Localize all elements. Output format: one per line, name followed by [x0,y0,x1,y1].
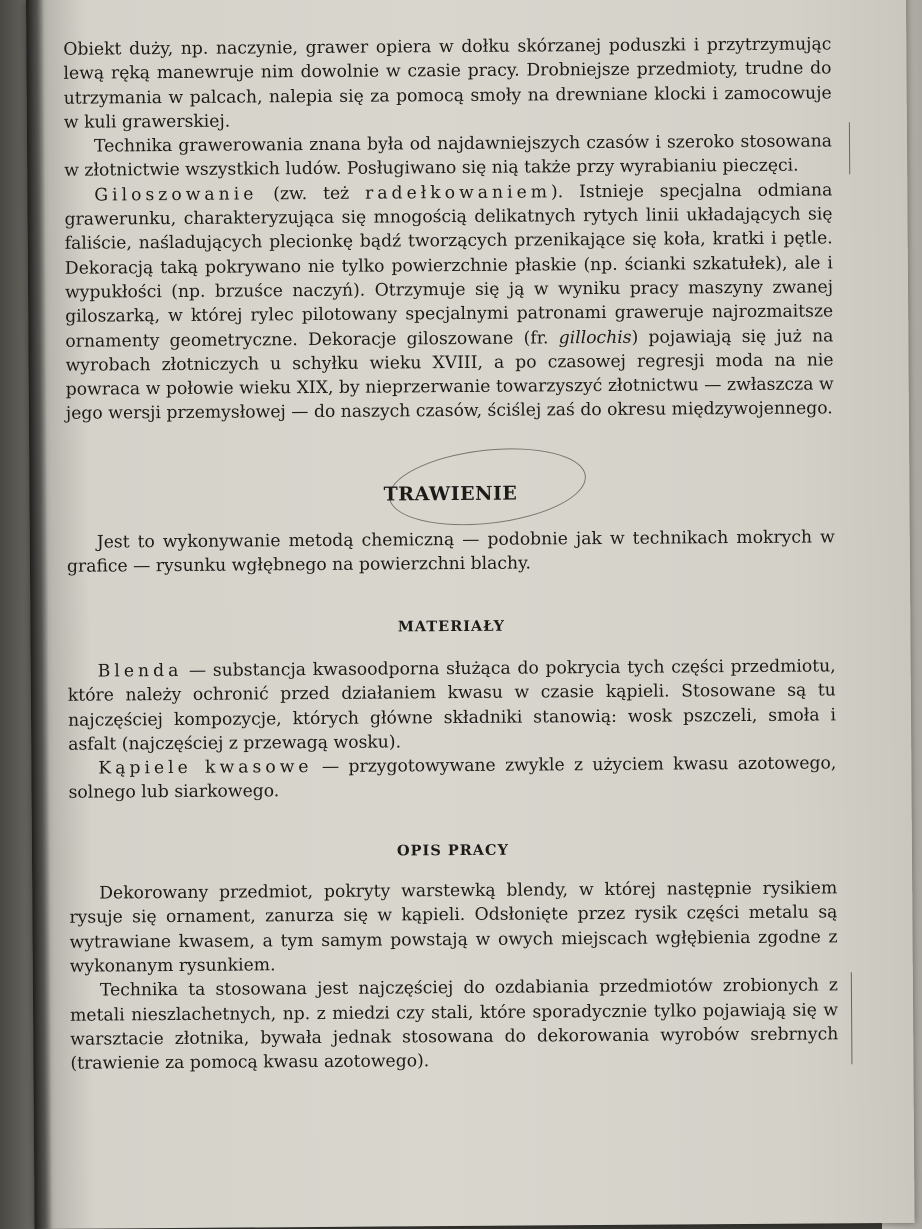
term-radelkowanie: radełkowaniem [364,182,552,204]
subsection-title-materialy: MATERIAŁY [397,617,506,636]
book-page [26,0,915,1229]
paragraph-5 [68,654,837,757]
section-title [66,479,834,509]
paragraph-2: Technika grawerowania znana była od najdawniejszych czasów i szeroko stosowana w złotnictwie wszystkich ludów. Posługiwano się nią także przy wyrabianiu pieczęci. [64,131,833,182]
term-gillochis: gillochis [558,327,632,348]
pencil-circle-mark [385,439,590,535]
section-title-text: TRAWIENIE [383,482,518,506]
paragraph-1: Obiekt duży, np. naczynie, grawer opiera w dołku skórzanej poduszki i przytrzymując lewą ręką manewruje nim dowolnie w czasie pracy. Drobniejsze przedmioty, trudne do utrzymania w palcach, nalepia się za pomocą smoły na drewniane klocki i zamocowuje w kuli grawerskiej. [63,34,832,133]
paragraph-3-intro: (zw. też [257,183,366,205]
pencil-margin-mark [849,122,850,174]
paragraph-3-text-b: ) pojawiają się już na wyrobach złotniczych u schyłku wieku XVIII, a po czasowej regresji moda na nie powraca w połowie wieku XIX, by nieprzerwanie towarzyszyć złotnictwu — zwłaszcza w jego wersji przemysłowej — do naszych czasów, ściślej zaś do okresu międzywojennego. [65,325,834,425]
paragraph-7: Dekorowany przedmiot, pokryty warstewką blendy, w której następnie rysikiem rysuje się ornament, zanurza się w kąpieli. Odsłonięte przez rysik części metalu są wytrawiane kwasem, a tym samym powstają w owych miejscach wgłębienia zgodne z wykonanym rysunkiem. [69,878,838,977]
pencil-margin-mark [851,972,853,1064]
paragraph-3 [64,178,834,426]
term-kapiele-kwasowe: Kąpiele kwasowe [98,757,313,779]
paragraph-3-text-a: ). Istnieje specjalna odmiana grawerunku, charakteryzująca się mnogością delikatnych rytych linii układających się faliście, naśladujących plecionkę bądź tworzących przenikające się koła, kratki i pętle. Dekoracją taką pokrywano nie tylko powierzchnie płaskie (np. ścianki szkatułek), ale i wypukłości (np. brzuśce naczyń). Otrzymuje się ją w wyniku pracy maszyny zwanej giloszarką, w której rylec pilotowany specjalnymi patronami graweruje najrozmaitsze ornamenty geometryczne. Dekoracje giloszowane (fr. [64,180,834,352]
term-giloszowanie: Giloszowanie [94,184,258,206]
paragraph-6 [68,751,836,805]
paragraph-6-text: — przygotowywane zwykle z użyciem kwasu azotowego, solnego lub siarkowego. [68,753,837,804]
paragraph-5-text: — substancja kwasoodporna służąca do pokrycia tych części przedmiotu, które należy ochronić przed działaniem kwasu w czasie kąpieli. Stosowane są tu najczęściej kompozycje, których główne składniki stanowią: wosk pszczeli, smoła i asfalt (najczęściej z przewagą wosku). [67,656,837,755]
term-blenda: Blenda [97,660,183,682]
paragraph-8: Technika ta stosowana jest najczęściej do ozdabiania przedmiotów zrobionych z metali nieszlachetnych, np. z miedzi czy stali, które sporadycznie tylko pojawiają się w warsztacie złotnika, bywała jednak stosowana do dekorowania wyrobów srebrnych (trawienie za pomocą kwasu azotowego). [70,975,839,1074]
paragraph-4: Jest to wykonywanie metodą chemiczną — podobnie jak w technikach mokrych w grafice — rysunku wgłębnego na powierzchni blachy. [66,527,835,578]
subsection-title-opis-pracy: OPIS PRACY [396,841,509,860]
page-text [63,32,838,1076]
